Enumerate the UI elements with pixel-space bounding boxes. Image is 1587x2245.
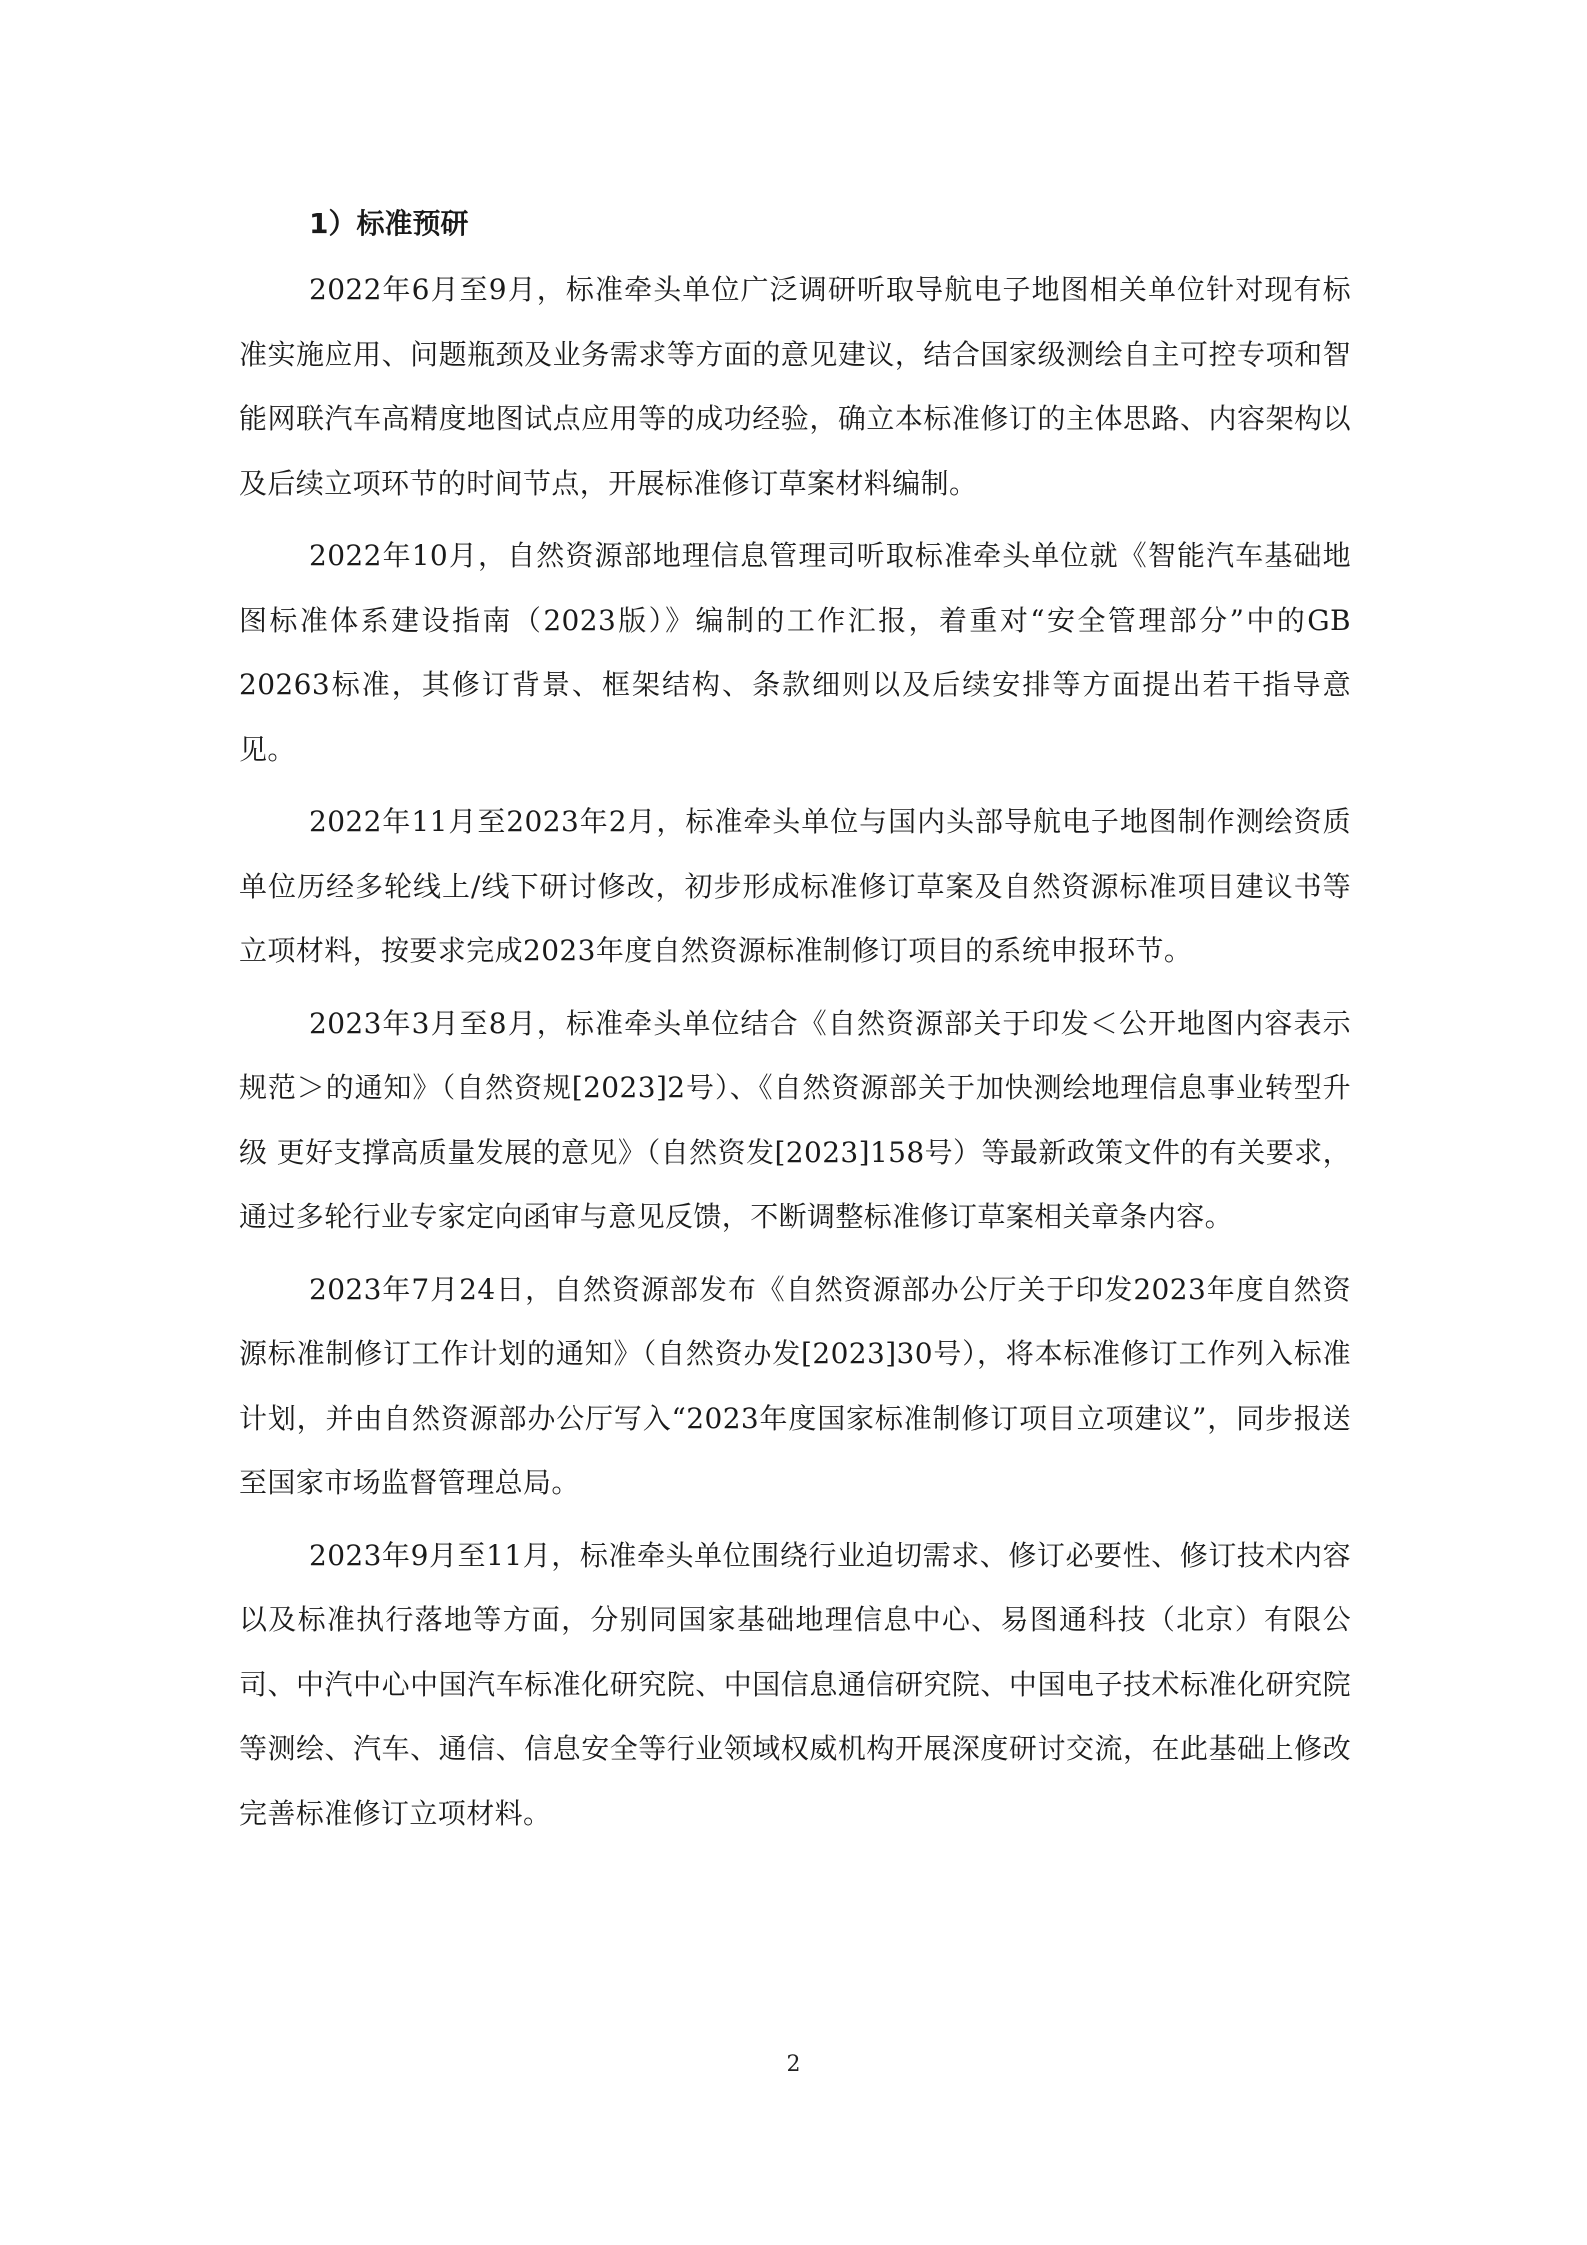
section-heading: 1）标准预研 xyxy=(309,207,469,240)
page-body xyxy=(239,198,1351,1854)
paragraph-plan-2023-jul: 2023年7月24日，自然资源部发布《自然资源部办公厅关于印发2023年度自然资源标准制修订工作计划的通知》（自然资办发[2023]30号），将本标准修订工作列入标准计划，并由自然资源部办公厅写入“2023年度国家标准制修订项目立项建议”，同步报送至国家市场监督管理总局。 xyxy=(239,1272,1351,1499)
paragraph-report-2022-oct: 2022年10月，自然资源部地理信息管理司听取标准牵头单位就《智能汽车基础地图标准体系建设指南（2023版）》编制的工作汇报，着重对“安全管理部分”中的GB 20263标准，其修订背景、框架结构、条款细则以及后续安排等方面提出若干指导意见。 xyxy=(239,539,1351,766)
paragraph-research-2022-jun-sep: 2022年6月至9月，标准牵头单位广泛调研听取导航电子地图相关单位针对现有标准实施应用、问题瓶颈及业务需求等方面的意见建议，结合国家级测绘自主可控专项和智能网联汽车高精度地图试点应用等的成功经验，确立本标准修订的主体思路、内容架构以及后续立项环节的时间节点，开展标准修订草案材料编制。 xyxy=(239,273,1351,500)
paragraph-draft-2022-nov-2023-feb: 2022年11月至2023年2月，标准牵头单位与国内头部导航电子地图制作测绘资质单位历经多轮线上/线下研讨修改，初步形成标准修订草案及自然资源标准项目建议书等立项材料，按要求完成2023年度自然资源标准制修订项目的系统申报环节。 xyxy=(239,805,1351,967)
page-number: 2 xyxy=(786,2052,801,2077)
paragraph-exchange-2023-sep-nov: 2023年9月至11月，标准牵头单位围绕行业迫切需求、修订必要性、修订技术内容以及标准执行落地等方面，分别同国家基础地理信息中心、易图通科技（北京）有限公司、中汽中心中国汽车标准化研究院、中国信息通信研究院、中国电子技术标准化研究院等测绘、汽车、通信、信息安全等行业领域权威机构开展深度研讨交流，在此基础上修改完善标准修订立项材料。 xyxy=(239,1538,1351,1830)
paragraph-revision-2023-mar-aug: 2023年3月至8月，标准牵头单位结合《自然资源部关于印发＜公开地图内容表示规范＞的通知》（自然资规[2023]2号）、《自然资源部关于加快测绘地理信息事业转型升级 更好支撑高质量发展的意见》（自然资发[2023]158号）等最新政策文件的有关要求，通过多轮行业专家定向函审与意见反馈，不断调整标准修订草案相关章条内容。 xyxy=(239,1006,1351,1233)
